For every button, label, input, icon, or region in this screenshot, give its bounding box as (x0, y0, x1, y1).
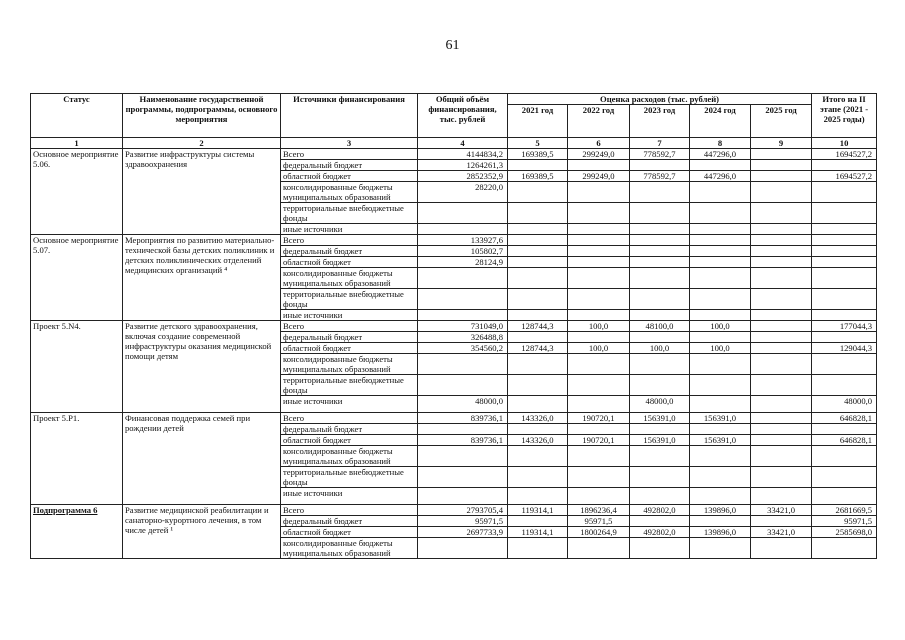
year-cell (690, 246, 751, 257)
total-cell: 2793705,4 (418, 505, 508, 516)
year-cell (690, 332, 751, 343)
year-cell (630, 257, 690, 268)
column-index: 7 (630, 138, 690, 149)
year-cell (508, 289, 568, 310)
source-cell: иные источники (281, 224, 418, 235)
year-cell: 299249,0 (568, 171, 630, 182)
year-cell (751, 354, 812, 375)
header-year: 2025 год (751, 105, 812, 138)
name-cell: Развитие детского здравоохранения, включая создание современной инфраструктуры оказания медицинской помощи детям (123, 321, 281, 413)
year-cell: 100,0 (690, 343, 751, 354)
stage-total-cell: 95971,5 (812, 516, 877, 527)
year-cell (751, 375, 812, 396)
total-cell (418, 424, 508, 435)
year-cell (630, 538, 690, 559)
table-row (31, 413, 877, 424)
year-cell: 139896,0 (690, 505, 751, 516)
source-cell: иные источники (281, 396, 418, 413)
year-cell: 100,0 (568, 321, 630, 332)
source-cell: Всего (281, 321, 418, 332)
year-cell (630, 160, 690, 171)
year-cell: 169389,5 (508, 149, 568, 160)
year-cell (751, 182, 812, 203)
year-cell (568, 268, 630, 289)
name-cell: Мероприятия по развитию материально-технической базы детских поликлиник и детских поликлинических отделений медицинских организаций ⁴ (123, 235, 281, 321)
source-cell: Всего (281, 149, 418, 160)
total-cell (418, 467, 508, 488)
year-cell: 156391,0 (630, 413, 690, 424)
source-cell: Всего (281, 413, 418, 424)
column-index: 8 (690, 138, 751, 149)
column-index: 6 (568, 138, 630, 149)
year-cell: 156391,0 (690, 435, 751, 446)
year-cell (751, 160, 812, 171)
total-cell: 4144834,2 (418, 149, 508, 160)
total-cell (418, 354, 508, 375)
year-cell (690, 257, 751, 268)
year-cell: 100,0 (630, 343, 690, 354)
source-cell: иные источники (281, 488, 418, 505)
year-cell: 100,0 (568, 343, 630, 354)
year-cell (630, 203, 690, 224)
source-cell: консолидированные бюджеты муниципальных образований (281, 538, 418, 559)
stage-total-cell: 646828,1 (812, 413, 877, 424)
total-cell: 28124,9 (418, 257, 508, 268)
year-cell: 778592,7 (630, 149, 690, 160)
source-cell: консолидированные бюджеты муниципальных образований (281, 354, 418, 375)
year-cell (568, 332, 630, 343)
source-cell: территориальные внебюджетные фонды (281, 467, 418, 488)
stage-total-cell (812, 538, 877, 559)
name-cell: Развитие медицинской реабилитации и санаторно-курортного лечения, в том числе детей ¹ (123, 505, 281, 559)
source-cell: федеральный бюджет (281, 160, 418, 171)
source-cell: консолидированные бюджеты муниципальных образований (281, 182, 418, 203)
stage-total-cell (812, 268, 877, 289)
year-cell: 169389,5 (508, 171, 568, 182)
year-cell (751, 203, 812, 224)
year-cell (630, 235, 690, 246)
header-sources: Источники финансирования (281, 94, 418, 138)
year-cell: 143326,0 (508, 435, 568, 446)
year-cell (690, 446, 751, 467)
year-cell (690, 160, 751, 171)
total-cell (418, 488, 508, 505)
year-cell: 139896,0 (690, 527, 751, 538)
year-cell (508, 203, 568, 224)
year-cell (568, 538, 630, 559)
year-cell (630, 268, 690, 289)
year-cell: 128744,3 (508, 343, 568, 354)
year-cell: 492802,0 (630, 527, 690, 538)
name-cell: Финансовая поддержка семей при рождении детей (123, 413, 281, 505)
total-cell (418, 375, 508, 396)
source-cell: областной бюджет (281, 435, 418, 446)
year-cell (630, 310, 690, 321)
source-cell: консолидированные бюджеты муниципальных образований (281, 446, 418, 467)
year-cell (751, 257, 812, 268)
table-row (31, 505, 877, 516)
total-cell (418, 268, 508, 289)
total-cell: 1264261,3 (418, 160, 508, 171)
source-cell: консолидированные бюджеты муниципальных образований (281, 268, 418, 289)
status-cell: Подпрограмма 6 (31, 505, 123, 559)
total-cell: 28220,0 (418, 182, 508, 203)
source-cell: иные источники (281, 310, 418, 321)
year-cell (508, 375, 568, 396)
year-cell (508, 268, 568, 289)
year-cell (690, 268, 751, 289)
year-cell: 119314,1 (508, 505, 568, 516)
year-cell: 100,0 (690, 321, 751, 332)
stage-total-cell (812, 332, 877, 343)
header-year: 2023 год (630, 105, 690, 138)
source-cell: Всего (281, 235, 418, 246)
total-cell (418, 203, 508, 224)
total-cell (418, 310, 508, 321)
year-cell (690, 424, 751, 435)
year-cell (508, 224, 568, 235)
stage-total-cell (812, 446, 877, 467)
total-cell (418, 446, 508, 467)
total-cell (418, 224, 508, 235)
total-cell (418, 538, 508, 559)
year-cell (568, 257, 630, 268)
year-cell (690, 516, 751, 527)
year-cell (630, 332, 690, 343)
year-cell: 299249,0 (568, 149, 630, 160)
year-cell (630, 375, 690, 396)
header-year: 2021 год (508, 105, 568, 138)
year-cell (568, 182, 630, 203)
stage-total-cell (812, 257, 877, 268)
year-cell (568, 354, 630, 375)
year-cell (508, 332, 568, 343)
year-cell: 190720,1 (568, 413, 630, 424)
year-cell (751, 321, 812, 332)
year-cell (751, 538, 812, 559)
source-cell: федеральный бюджет (281, 424, 418, 435)
stage-total-cell (812, 235, 877, 246)
source-cell: областной бюджет (281, 343, 418, 354)
year-cell (690, 538, 751, 559)
year-cell (751, 413, 812, 424)
stage-total-cell: 177044,3 (812, 321, 877, 332)
source-cell: областной бюджет (281, 257, 418, 268)
year-cell (568, 235, 630, 246)
source-cell: территориальные внебюджетные фонды (281, 203, 418, 224)
stage-total-cell (812, 488, 877, 505)
stage-total-cell (812, 467, 877, 488)
year-cell (508, 246, 568, 257)
total-cell: 354560,2 (418, 343, 508, 354)
year-cell (508, 257, 568, 268)
source-cell: областной бюджет (281, 527, 418, 538)
year-cell (690, 235, 751, 246)
year-cell (568, 203, 630, 224)
source-cell: Всего (281, 505, 418, 516)
header-status: Статус (31, 94, 123, 138)
year-cell: 492802,0 (630, 505, 690, 516)
header-name: Наименование государственной программы, подпрограммы, основного мероприятия (123, 94, 281, 138)
total-cell: 2852352,9 (418, 171, 508, 182)
year-cell: 778592,7 (630, 171, 690, 182)
page-number: 61 (445, 38, 460, 53)
year-cell (751, 424, 812, 435)
year-cell (568, 446, 630, 467)
column-index: 10 (812, 138, 877, 149)
stage-total-cell: 129044,3 (812, 343, 877, 354)
year-cell (630, 446, 690, 467)
year-cell: 447296,0 (690, 171, 751, 182)
year-cell (508, 488, 568, 505)
year-cell (568, 467, 630, 488)
year-cell: 190720,1 (568, 435, 630, 446)
year-cell: 48100,0 (630, 321, 690, 332)
year-cell (568, 488, 630, 505)
year-cell (690, 488, 751, 505)
column-index: 4 (418, 138, 508, 149)
year-cell (751, 435, 812, 446)
year-cell (751, 171, 812, 182)
year-cell: 33421,0 (751, 527, 812, 538)
stage-total-cell (812, 289, 877, 310)
year-cell (630, 516, 690, 527)
header-year: 2024 год (690, 105, 751, 138)
header-stage-total: Итого на II этапе (2021 - 2025 годы) (812, 94, 877, 138)
column-index-row (31, 138, 877, 149)
year-cell (751, 268, 812, 289)
year-cell (630, 289, 690, 310)
year-cell (751, 516, 812, 527)
year-cell (508, 354, 568, 375)
stage-total-cell: 1694527,2 (812, 149, 877, 160)
year-cell (690, 289, 751, 310)
total-cell: 731049,0 (418, 321, 508, 332)
year-cell: 143326,0 (508, 413, 568, 424)
year-cell (568, 160, 630, 171)
total-cell: 839736,1 (418, 413, 508, 424)
status-cell: Основное мероприятие 5.06. (31, 149, 123, 235)
stage-total-cell (812, 182, 877, 203)
year-cell (508, 538, 568, 559)
year-cell (630, 224, 690, 235)
year-cell (630, 182, 690, 203)
year-cell (690, 310, 751, 321)
year-cell (568, 310, 630, 321)
year-cell (630, 467, 690, 488)
source-cell: федеральный бюджет (281, 332, 418, 343)
year-cell (690, 375, 751, 396)
year-cell (568, 375, 630, 396)
stage-total-cell (812, 246, 877, 257)
year-cell (508, 160, 568, 171)
year-cell: 156391,0 (630, 435, 690, 446)
year-cell (751, 332, 812, 343)
status-cell: Проект 5.N4. (31, 321, 123, 413)
table-row (31, 235, 877, 246)
stage-total-cell: 2585698,0 (812, 527, 877, 538)
year-cell (568, 246, 630, 257)
year-cell (690, 203, 751, 224)
year-cell (751, 310, 812, 321)
stage-total-cell (812, 224, 877, 235)
year-cell (751, 343, 812, 354)
year-cell (751, 246, 812, 257)
year-cell (690, 182, 751, 203)
year-cell (568, 224, 630, 235)
header-row (31, 94, 877, 105)
year-cell: 128744,3 (508, 321, 568, 332)
year-cell: 119314,1 (508, 527, 568, 538)
year-cell: 33421,0 (751, 505, 812, 516)
year-cell: 1896236,4 (568, 505, 630, 516)
year-cell: 95971,5 (568, 516, 630, 527)
year-cell: 156391,0 (690, 413, 751, 424)
column-index: 1 (31, 138, 123, 149)
table-row (31, 149, 877, 160)
stage-total-cell: 1694527,2 (812, 171, 877, 182)
year-cell (690, 467, 751, 488)
total-cell: 326488,8 (418, 332, 508, 343)
source-cell: территориальные внебюджетные фонды (281, 375, 418, 396)
year-cell (630, 246, 690, 257)
source-cell: областной бюджет (281, 171, 418, 182)
year-cell (751, 235, 812, 246)
year-cell (751, 446, 812, 467)
header-total: Общий объём финансирования, тыс. рублей (418, 94, 508, 138)
year-cell (568, 289, 630, 310)
total-cell: 48000,0 (418, 396, 508, 413)
column-index: 9 (751, 138, 812, 149)
year-cell (508, 235, 568, 246)
year-cell (508, 182, 568, 203)
table-row (31, 321, 877, 332)
year-cell: 1800264,9 (568, 527, 630, 538)
status-cell: Проект 5.P1. (31, 413, 123, 505)
year-cell (508, 310, 568, 321)
stage-total-cell (812, 203, 877, 224)
status-cell: Основное мероприятие 5.07. (31, 235, 123, 321)
column-index: 5 (508, 138, 568, 149)
header-estimate: Оценка расходов (тыс. рублей) (508, 94, 812, 105)
year-cell (630, 488, 690, 505)
year-cell: 48000,0 (630, 396, 690, 413)
year-cell (751, 467, 812, 488)
source-cell: территориальные внебюджетные фонды (281, 289, 418, 310)
year-cell (508, 396, 568, 413)
stage-total-cell (812, 375, 877, 396)
column-index: 2 (123, 138, 281, 149)
stage-total-cell (812, 310, 877, 321)
year-cell: 447296,0 (690, 149, 751, 160)
stage-total-cell (812, 354, 877, 375)
year-cell (508, 424, 568, 435)
total-cell: 2697733,9 (418, 527, 508, 538)
source-cell: федеральный бюджет (281, 516, 418, 527)
stage-total-cell: 646828,1 (812, 435, 877, 446)
total-cell: 133927,6 (418, 235, 508, 246)
year-cell (751, 149, 812, 160)
year-cell (751, 224, 812, 235)
year-cell (630, 354, 690, 375)
stage-total-cell: 2681669,5 (812, 505, 877, 516)
total-cell: 105802,7 (418, 246, 508, 257)
header-year: 2022 год (568, 105, 630, 138)
total-cell: 95971,5 (418, 516, 508, 527)
year-cell (630, 424, 690, 435)
stage-total-cell: 48000,0 (812, 396, 877, 413)
year-cell (508, 516, 568, 527)
column-index: 3 (281, 138, 418, 149)
stage-total-cell (812, 160, 877, 171)
year-cell (508, 467, 568, 488)
year-cell (568, 396, 630, 413)
name-cell: Развитие инфраструктуры системы здравоохранения (123, 149, 281, 235)
year-cell (508, 446, 568, 467)
total-cell: 839736,1 (418, 435, 508, 446)
source-cell: федеральный бюджет (281, 246, 418, 257)
total-cell (418, 289, 508, 310)
year-cell (751, 488, 812, 505)
stage-total-cell (812, 424, 877, 435)
year-cell (690, 354, 751, 375)
year-cell (751, 289, 812, 310)
year-cell (751, 396, 812, 413)
year-cell (568, 424, 630, 435)
financing-table (30, 93, 877, 559)
year-cell (690, 396, 751, 413)
year-cell (690, 224, 751, 235)
